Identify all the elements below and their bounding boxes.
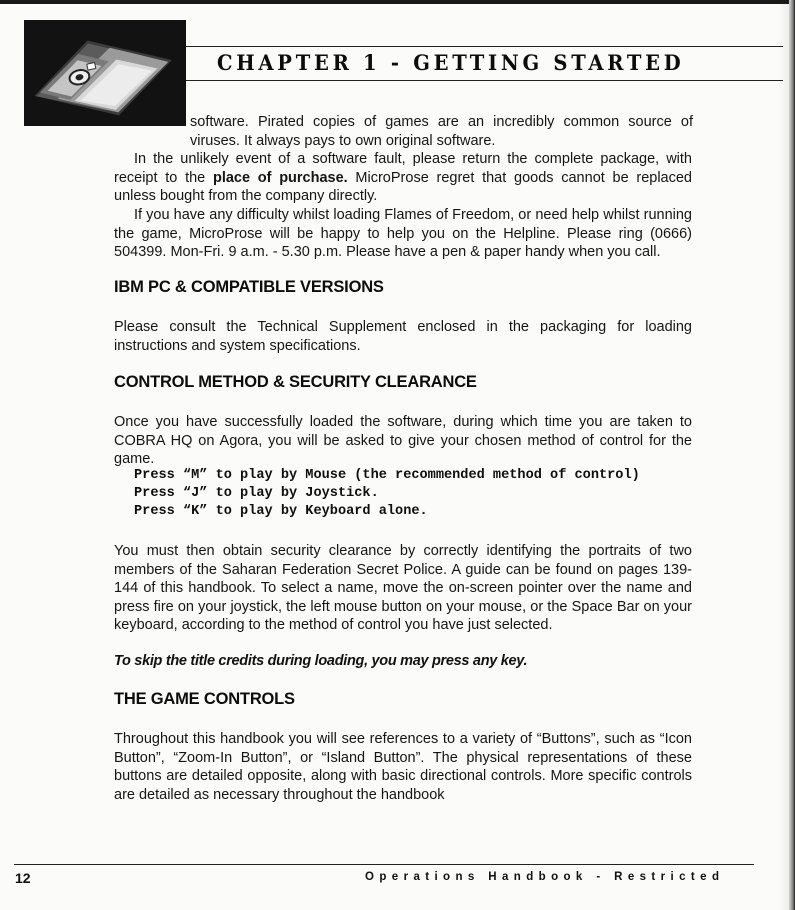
ibm-heading: IBM PC & COMPATIBLE VERSIONS [114, 278, 384, 296]
ibm-paragraph: Please consult the Technical Supplement enclosed in the packaging for loading instructions and system specifications. [114, 319, 692, 354]
scan-shadow [779, 0, 789, 910]
control-option-mouse: Press “M” to play by Mouse (the recommended method of control) [134, 468, 640, 483]
chapter-rule-bottom [186, 80, 783, 81]
intro-paragraph-1: software. Pirated copies of games are an incredibly common source of viruses. It always pays to own original software. [190, 114, 693, 149]
intro-paragraph-2-tail: MicroProse regret that goods cannot be replaced unless bought from the company directly. [114, 169, 692, 205]
skip-credits-tip: To skip the title credits during loading, you may press any key. [114, 653, 528, 669]
intro-paragraph-2-text: In the unlikely event of a software fault, please return the complete package, with receipt to the [114, 151, 692, 186]
control-option-joystick: Press “J” to play by Joystick. [134, 486, 379, 501]
control-paragraph-2: You must then obtain security clearance by correctly identifying the portraits of two members of the Saharan Federation Secret Police. A guide can be found on pages 139-144 of this handbook. To select a name, move the on-screen pointer over the name and press fire on your joystick, the left mouse button on your mouse, or the Space Bar on your keyboard, according to the method of control you have just selected. [114, 543, 692, 634]
chapter-title: CHAPTER 1 - GETTING STARTED [217, 50, 685, 75]
scan-edge-top [0, 0, 795, 4]
game-controls-heading: THE GAME CONTROLS [114, 690, 295, 708]
intro-paragraph-2 [114, 150, 692, 206]
control-paragraph-1: Once you have successfully loaded the software, during which time you are taken to COBRA HQ on Agora, you will be asked to give your chosen method of control for the game. [114, 414, 692, 468]
floppy-disk-icon [24, 20, 186, 126]
game-controls-paragraph: Throughout this handbook you will see references to a variety of “Buttons”, such as “Icon Button”, “Zoom-In Button”, or “Island Button”. The physical representations of these buttons are detailed opposite, along with basic directional controls. More specific controls are detailed as necessary throughout the handbook [114, 731, 692, 803]
footer-title: Operations Handbook - Restricted [365, 871, 725, 883]
scan-edge-right [789, 0, 795, 910]
place-of-purchase-emphasis: place of purchase. [212, 169, 348, 186]
chapter-rule-top [186, 46, 783, 47]
footer-rule [14, 864, 754, 865]
page-number: 12 [15, 870, 31, 886]
control-heading: CONTROL METHOD & SECURITY CLEARANCE [114, 373, 477, 391]
control-option-keyboard: Press “K” to play by Keyboard alone. [134, 504, 428, 519]
intro-paragraph-3: If you have any difficulty whilst loading Flames of Freedom, or need help whilst running the game, MicroProse will be happy to help you on the Helpline. Please ring (0666) 504399. Mon-Fri. 9 a.m. - 5.30 p.m. Please have a pen & paper handy when you call. [114, 207, 692, 261]
